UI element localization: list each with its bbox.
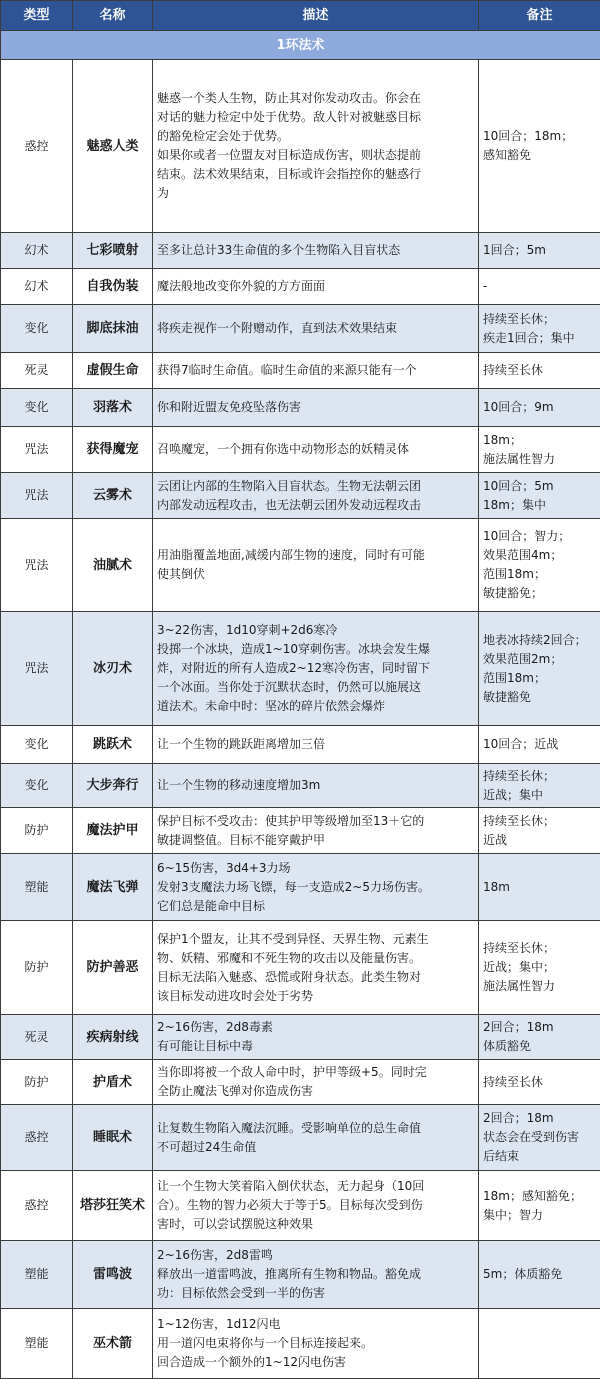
description-line: 一个冰面。当你处于沉默状态时，仍然可以施展这 [157,678,474,697]
note-line: 效果范围2m； [483,650,596,669]
note-line: 后结束 [483,1147,596,1166]
note-line: 持续至长休； [483,939,596,958]
spell-name: 羽落术 [73,389,153,427]
description-line: 对话的魅力检定中处于优势。敌人针对被魅惑目标 [157,108,474,127]
note-line: 持续至长休； [483,812,596,831]
spell-note [479,1060,600,1105]
spell-type: 变化 [1,726,73,764]
spell-note [479,305,600,353]
spell-note [479,726,600,764]
spell-note [479,60,600,233]
description-line: 不可超过24生命值 [157,1138,474,1157]
spell-note [479,854,600,921]
description-line: 结束。法术效果结束，目标或许会指控你的魅惑行 [157,165,474,184]
note-line: 范围18m； [483,565,596,584]
description-line: 功：目标依然会受到一半的伤害 [157,1284,474,1303]
description-line: 召唤魔宠，一个拥有你选中动物形态的妖精灵体 [157,440,474,459]
note-line: 2回合；18m [483,1018,596,1037]
spell-note [479,612,600,726]
description-line: 用一道闪电束将你与一个目标连接起来。 [157,1334,474,1353]
spell-type: 惑控 [1,1105,73,1171]
description-line: 让复数生物陷入魔法沉睡。受影响单位的总生命值 [157,1119,474,1138]
spell-type: 塑能 [1,854,73,921]
spell-note [479,921,600,1015]
description-line: 让一个生物的跳跃距离增加三倍 [157,735,474,754]
spell-type: 变化 [1,764,73,808]
spell-description [153,305,479,353]
table-row [1,1171,600,1241]
description-line: 你和附近盟友免疫坠落伤害 [157,398,474,417]
watermark-logo: 九游 [502,1308,560,1348]
note-line: 近战 [483,831,596,850]
note-line: 施法属性智力 [483,450,596,469]
spell-description [153,854,479,921]
description-line: 它们总是能命中目标 [157,897,474,916]
note-line: 持续至长休； [483,310,596,329]
spell-description [153,389,479,427]
table-row [1,764,600,808]
spell-description [153,1015,479,1060]
spell-note [479,519,600,612]
spell-description [153,1241,479,1309]
spell-name: 雷鸣波 [73,1241,153,1309]
spell-name: 疾病射线 [73,1015,153,1060]
table-row [1,808,600,854]
description-line: 的豁免检定会处于优势。 [157,127,474,146]
note-line: 2回合；18m [483,1109,596,1128]
description-line: 1~12伤害，1d12闪电 [157,1315,474,1334]
header-note: 备注 [479,1,600,31]
note-line: 10回合；9m [483,398,596,417]
note-line: 状态会在受到伤害 [483,1128,596,1147]
table-row [1,854,600,921]
description-line: 当你即将被一个敌人命中时，护甲等级+5。同时完 [157,1063,474,1082]
note-line: 敏捷豁免 [483,688,596,707]
note-line: 10回合；智力； [483,527,596,546]
note-line: 体质豁免 [483,1037,596,1056]
spell-name: 魔法护甲 [73,808,153,854]
note-line: 近战；集中； [483,958,596,977]
note-line: 10回合；5m [483,477,596,496]
spell-note [479,1015,600,1060]
spell-name: 睡眠术 [73,1105,153,1171]
table-row [1,1060,600,1105]
section-title: 1环法术 [1,31,600,60]
note-line: 范围18m； [483,669,596,688]
note-line: 1回合；5m [483,241,596,260]
spell-note [479,233,600,269]
table-row [1,353,600,389]
spell-name: 巫术箭 [73,1309,153,1379]
spell-name: 虚假生命 [73,353,153,389]
spell-description [153,519,479,612]
table-row [1,612,600,726]
spell-type: 幻术 [1,269,73,305]
table-row [1,1309,600,1379]
table-row [1,305,600,353]
section-row [1,31,600,60]
spell-note [479,1309,600,1379]
spell-note [479,1241,600,1309]
note-line: 持续至长休 [483,361,596,380]
spell-type: 幻术 [1,233,73,269]
note-line: 5m；体质豁免 [483,1265,596,1284]
spell-name: 获得魔宠 [73,427,153,473]
table-row [1,473,600,519]
table-row [1,1015,600,1060]
spell-name: 魔法飞弹 [73,854,153,921]
note-line: 敏捷豁免； [483,584,596,603]
description-line: 2~16伤害，2d8雷鸣 [157,1246,474,1265]
description-line: 云团让内部的生物陷入目盲状态。生物无法朝云团 [157,477,474,496]
spell-type: 死灵 [1,1015,73,1060]
note-line: 近战；集中 [483,786,596,805]
spell-name: 脚底抹油 [73,305,153,353]
table-row [1,389,600,427]
spell-name: 大步奔行 [73,764,153,808]
description-line: 释放出一道雷鸣波，推离所有生物和物品。豁免成 [157,1265,474,1284]
table-row [1,1241,600,1309]
note-line: 18m；集中 [483,496,596,515]
note-line: 效果范围4m； [483,546,596,565]
table-row [1,233,600,269]
note-line: 持续至长休； [483,767,596,786]
spell-note [479,353,600,389]
description-line: 让一个生物的移动速度增加3m [157,776,474,795]
description-line: 将疾走视作一个附赠动作，直到法术效果结束 [157,319,474,338]
spell-type: 咒法 [1,612,73,726]
note-line: 10回合；18m； [483,127,596,146]
description-line: 发射3支魔法力场飞镖，每一支造成2~5力场伤害。 [157,878,474,897]
description-line: 魔法般地改变你外貌的方方面面 [157,277,474,296]
description-line: 使其倒伏 [157,565,474,584]
spell-description [153,1309,479,1379]
description-line: 道法术。未命中时：坚冰的碎片依然会爆炸 [157,697,474,716]
spell-description [153,1171,479,1241]
table-row [1,1105,600,1171]
table-row [1,921,600,1015]
description-line: 该目标发动进攻时会处于劣势 [157,987,474,1006]
table-row [1,427,600,473]
spell-type: 防护 [1,921,73,1015]
note-line: 10回合；近战 [483,735,596,754]
spell-type: 变化 [1,305,73,353]
spell-name: 塔莎狂笑术 [73,1171,153,1241]
spell-name: 云雾术 [73,473,153,519]
spell-description [153,473,479,519]
spell-name: 护盾术 [73,1060,153,1105]
note-line: 持续至长休 [483,1073,596,1092]
description-line: 有可能让目标中毒 [157,1037,474,1056]
table-row [1,269,600,305]
description-line: 用油脂覆盖地面,减缓内部生物的速度，同时有可能 [157,546,474,565]
spell-description [153,353,479,389]
spell-type: 惑控 [1,60,73,233]
note-line: - [483,277,596,296]
spell-description [153,60,479,233]
spell-name: 防护善恶 [73,921,153,1015]
description-line: 为 [157,184,474,203]
description-line: 物、妖精、邪魔和不死生物的攻击以及能量伤害。 [157,949,474,968]
spell-note [479,427,600,473]
description-line: 回合造成一个额外的1~12闪电伤害 [157,1353,474,1372]
spell-description [153,808,479,854]
table-row [1,60,600,233]
spell-name: 冰刃术 [73,612,153,726]
spell-type: 咒法 [1,519,73,612]
note-line: 施法属性智力 [483,977,596,996]
spell-type: 塑能 [1,1241,73,1309]
description-line: 让一个生物大笑着陷入倒伏状态，无力起身（10回 [157,1177,474,1196]
spell-type: 咒法 [1,473,73,519]
description-line: 2~16伤害，2d8毒素 [157,1018,474,1037]
spell-description [153,269,479,305]
description-line: 6~15伤害，3d4+3力场 [157,859,474,878]
header-type: 类型 [1,1,73,31]
table-row [1,726,600,764]
spell-note [479,808,600,854]
spell-name: 油腻术 [73,519,153,612]
table-row [1,519,600,612]
spell-type: 塑能 [1,1309,73,1379]
spell-description [153,921,479,1015]
spell-name: 自我伪装 [73,269,153,305]
spell-description [153,764,479,808]
spell-note [479,764,600,808]
spell-note [479,473,600,519]
note-line: 感知豁免 [483,146,596,165]
spell-description [153,1105,479,1171]
spell-name: 跳跃术 [73,726,153,764]
note-line: 18m； [483,431,596,450]
description-line: 内部发动远程攻击，也无法朝云团外发动远程攻击 [157,496,474,515]
spell-note [479,1171,600,1241]
spell-type: 咒法 [1,427,73,473]
description-line: 目标无法陷入魅惑、恐慌或附身状态。此类生物对 [157,968,474,987]
note-line: 18m；感知豁免； [483,1187,596,1206]
description-line: 至多让总计33生命值的多个生物陷入目盲状态 [157,241,474,260]
spell-type: 变化 [1,389,73,427]
spell-name: 七彩喷射 [73,233,153,269]
table-header-row [1,1,600,31]
spell-type: 死灵 [1,353,73,389]
description-line: 如果你或者一位盟友对目标造成伤害，则状态提前 [157,146,474,165]
spell-type: 防护 [1,1060,73,1105]
spell-description [153,427,479,473]
header-name: 名称 [73,1,153,31]
description-line: 获得7临时生命值。临时生命值的来源只能有一个 [157,361,474,380]
description-line: 炸，对附近的所有人造成2~12寒冷伤害，同时留下 [157,659,474,678]
description-line: 保护目标不受攻击：使其护甲等级增加至13＋它的 [157,812,474,831]
description-line: 投掷一个冰块，造成1~10穿刺伤害。冰块会发生爆 [157,640,474,659]
note-line: 疾走1回合；集中 [483,329,596,348]
spell-name: 魅惑人类 [73,60,153,233]
note-line: 集中；智力 [483,1206,596,1225]
description-line: 魅惑一个类人生物，防止其对你发动攻击。你会在 [157,89,474,108]
spell-description [153,233,479,269]
spell-type: 防护 [1,808,73,854]
spell-description [153,1060,479,1105]
spell-note [479,269,600,305]
description-line: 合）。生物的智力必须大于等于5。目标每次受到伤 [157,1196,474,1215]
note-line: 地表冰持续2回合； [483,631,596,650]
description-line: 害时，可以尝试摆脱这种效果 [157,1215,474,1234]
spell-note [479,389,600,427]
header-desc: 描述 [153,1,479,31]
spell-description [153,612,479,726]
spell-description [153,726,479,764]
description-line: 保护1个盟友，让其不受到异怪、天界生物、元素生 [157,930,474,949]
spell-note [479,1105,600,1171]
note-line: 18m [483,878,596,897]
description-line: 3~22伤害，1d10穿刺+2d6寒冷 [157,621,474,640]
description-line: 全防止魔法飞弹对你造成伤害 [157,1082,474,1101]
spell-type: 惑控 [1,1171,73,1241]
description-line: 敏捷调整值。目标不能穿戴护甲 [157,831,474,850]
